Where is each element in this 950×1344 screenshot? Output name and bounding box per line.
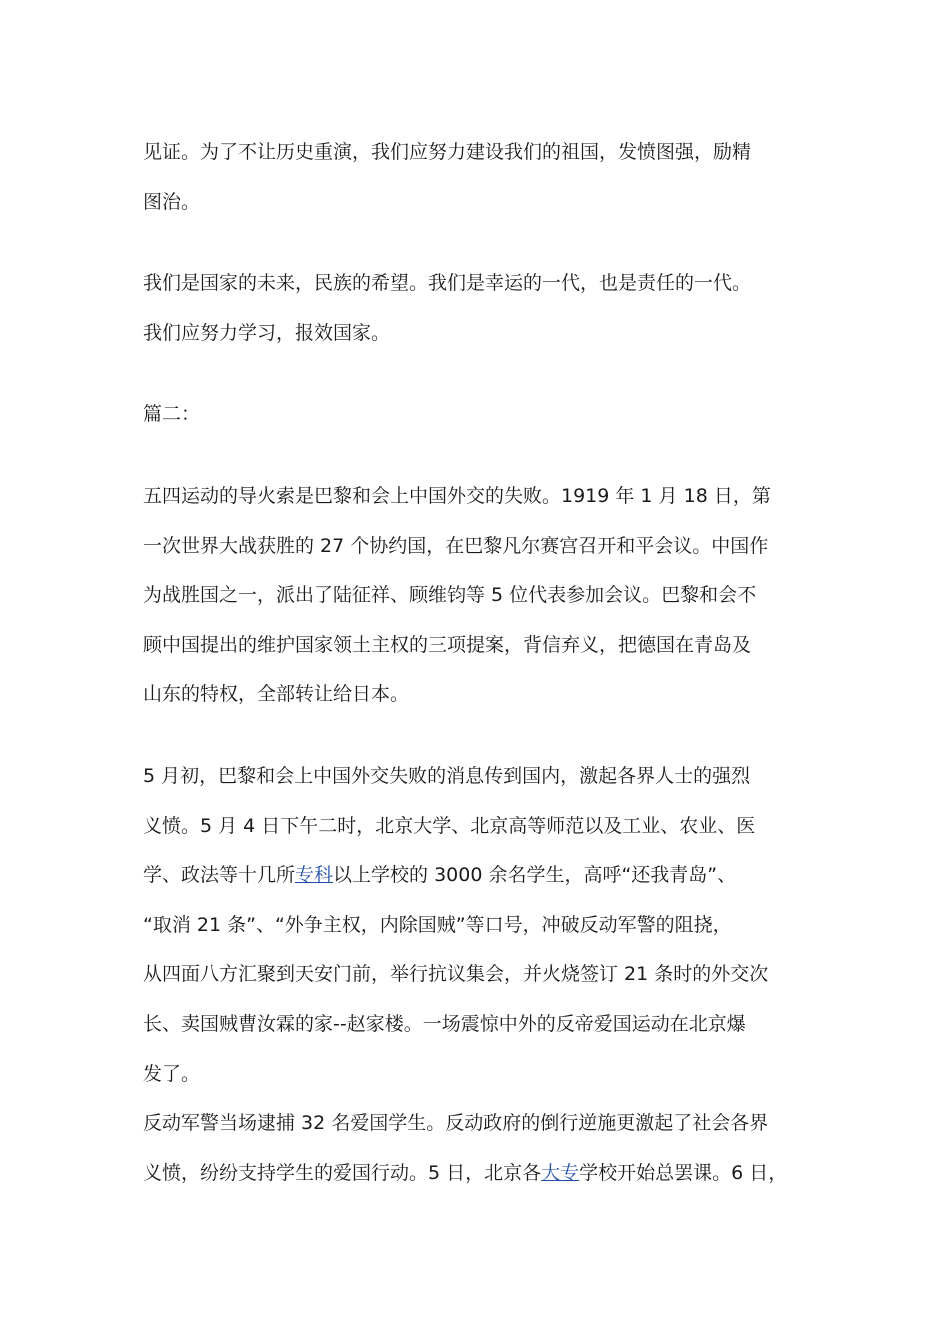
text-span: 学、政法等十几所 <box>143 864 296 887</box>
paragraph-6 <box>143 1099 823 1198</box>
text-span: 学校开始总罢课。6 日， <box>579 1161 788 1184</box>
text-line: 义愤。5 月 4 日下午二时，北京大学、北京高等师范以及工业、农业、医 <box>143 814 756 837</box>
text-line: 发了。 <box>143 1062 201 1085</box>
text-line: 5 月初，巴黎和会上中国外交失败的消息传到国内，激起各界人士的强烈 <box>143 764 751 787</box>
document-page <box>143 128 823 1198</box>
text-line: 山东的特权，全部转让给日本。 <box>143 683 410 706</box>
paragraph-4 <box>143 472 823 720</box>
text-line: 从四面八方汇聚到天安门前，举行抗议集会，并火烧签订 21 条时的外交次 <box>143 963 769 986</box>
text-line: “取消 21 条”、“外争主权，内除国贼”等口号，冲破反动军警的阻挠， <box>143 913 732 936</box>
link-dazhuan[interactable]: 大专 <box>541 1161 580 1184</box>
text-line: 我们应努力学习，报效国家。 <box>143 321 391 344</box>
text-line: 图治。 <box>143 190 201 213</box>
text-line: 篇二： <box>143 403 201 426</box>
text-span: 义愤，纷纷支持学生的爱国行动。5 日，北京各 <box>143 1161 542 1184</box>
text-line: 一次世界大战获胜的 27 个协约国，在巴黎凡尔赛宫召开和平会议。中国作 <box>143 534 769 557</box>
paragraph-1 <box>143 128 823 227</box>
paragraph-2 <box>143 259 823 358</box>
text-line <box>143 851 823 901</box>
text-line: 见证。为了不让历史重演，我们应努力建设我们的祖国，发愤图强，励精 <box>143 141 752 163</box>
text-line: 顾中国提出的维护国家领土主权的三项提案，背信弃义，把德国在青岛及 <box>143 633 752 656</box>
text-line <box>143 1149 823 1199</box>
text-line: 长、卖国贼曹汝霖的家--赵家楼。一场震惊中外的反帝爱国运动在北京爆 <box>143 1012 746 1035</box>
section-heading <box>143 390 823 440</box>
paragraph-5 <box>143 752 823 1099</box>
link-zhuanke[interactable]: 专科 <box>295 864 334 887</box>
text-span: 以上学校的 3000 余名学生，高呼“还我青岛”、 <box>333 864 737 887</box>
text-line: 我们是国家的未来，民族的希望。我们是幸运的一代，也是责任的一代。 <box>143 272 752 295</box>
text-line: 为战胜国之一，派出了陆征祥、顾维钧等 5 位代表参加会议。巴黎和会不 <box>143 584 757 607</box>
text-line: 反动军警当场逮捕 32 名爱国学生。反动政府的倒行逆施更激起了社会各界 <box>143 1112 769 1135</box>
text-line: 五四运动的导火索是巴黎和会上中国外交的失败。1919 年 1 月 18 日，第 <box>143 484 771 507</box>
